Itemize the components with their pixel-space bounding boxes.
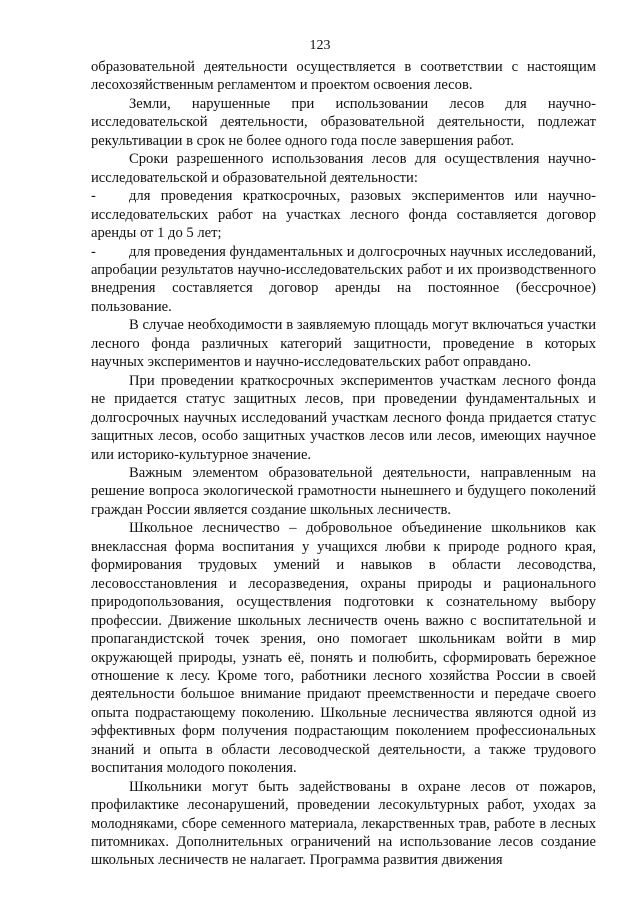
dash-bullet: - — [91, 243, 96, 260]
page-number: 123 — [309, 38, 331, 53]
list-item-text: для проведения краткосрочных, разовых экспериментов или научно-исследовательских работ на участках лесного фонда составляется договор аренды от 1 до 5 лет; — [91, 188, 596, 242]
paragraph: Важным элементом образовательной деятельности, направленным на решение вопроса экологической грамотности нынешнего и будущего поколений граждан России является создание школьных лесничеств. — [91, 464, 596, 518]
body-text — [91, 58, 596, 870]
paragraph: Школьники могут быть задействованы в охране лесов от пожаров, профилактике лесонарушений, проведении лесокультурных работ, уходах за молодняками, сборе семенного материала, лекарственных трав, работе в лесных питомниках. Дополнительных ограничений на использование лесов создание школьных лесничеств не налагает. Программа развития движения — [91, 778, 596, 869]
paragraph: При проведении краткосрочных экспериментов участкам лесного фонда не придается статус защитных лесов, при проведении фундаментальных и долгосрочных научных исследований участкам лесного фонда придается статус защитных лесов, особо защитных участков лесов или лесов, имеющих научное или историко-культурное значение. — [91, 372, 596, 463]
dash-bullet: - — [91, 188, 96, 205]
paragraph: В случае необходимости в заявляемую площадь могут включаться участки лесного фонда различных категорий защитности, проведение в которых научных экспериментов и научно-исследовательских работ оправдано. — [91, 317, 596, 371]
list-item-text: для проведения фундаментальных и долгосрочных научных исследований, апробации результатов научно-исследовательских работ и их производственного внедрения составляется договор аренды на постоянное (бессрочное) пользование. — [91, 243, 596, 315]
list-item — [91, 187, 596, 242]
paragraph: Земли, нарушенные при использовании лесов для научно-исследовательской деятельности, образовательной деятельности, подлежат рекультивации в срок не более одного года после завершения работ. — [91, 95, 596, 149]
paragraph: Сроки разрешенного использования лесов для осуществления научно-исследовательской и образовательной деятельности: — [91, 151, 596, 186]
list-item — [91, 243, 596, 317]
paragraph: образовательной деятельности осуществляется в соответствии с настоящим лесохозяйственным регламентом и проектом освоения лесов. — [91, 59, 596, 94]
paragraph: Школьное лесничество – добровольное объединение школьников как внеклассная форма воспитания у учащихся любви к природе родного края, формирования трудовых умений и навыков в области лесоводства, лесовосстановления и лесоразведения, охраны природы и рационального природопользования, осуществления подготовки к сознательному выбору профессии. Движение школьных лесничеств очень важно с воспитательной и пропагандистской точек зрения, оно помогает школьникам войти в мир окружающей природы, узнать её, понять и полюбить, сформировать бережное отношение к лесу. Кроме того, работники лесного хозяйства России в своей деятельности большое внимание придают преемственности и передаче своего опыта подрастающему поколению. Школьные лесничества являются одной из эффективных форм получения подрастающим поколением профессиональных знаний и опыта в области лесоводческой деятельности, а также трудового воспитания молодого поколения. — [91, 520, 596, 777]
